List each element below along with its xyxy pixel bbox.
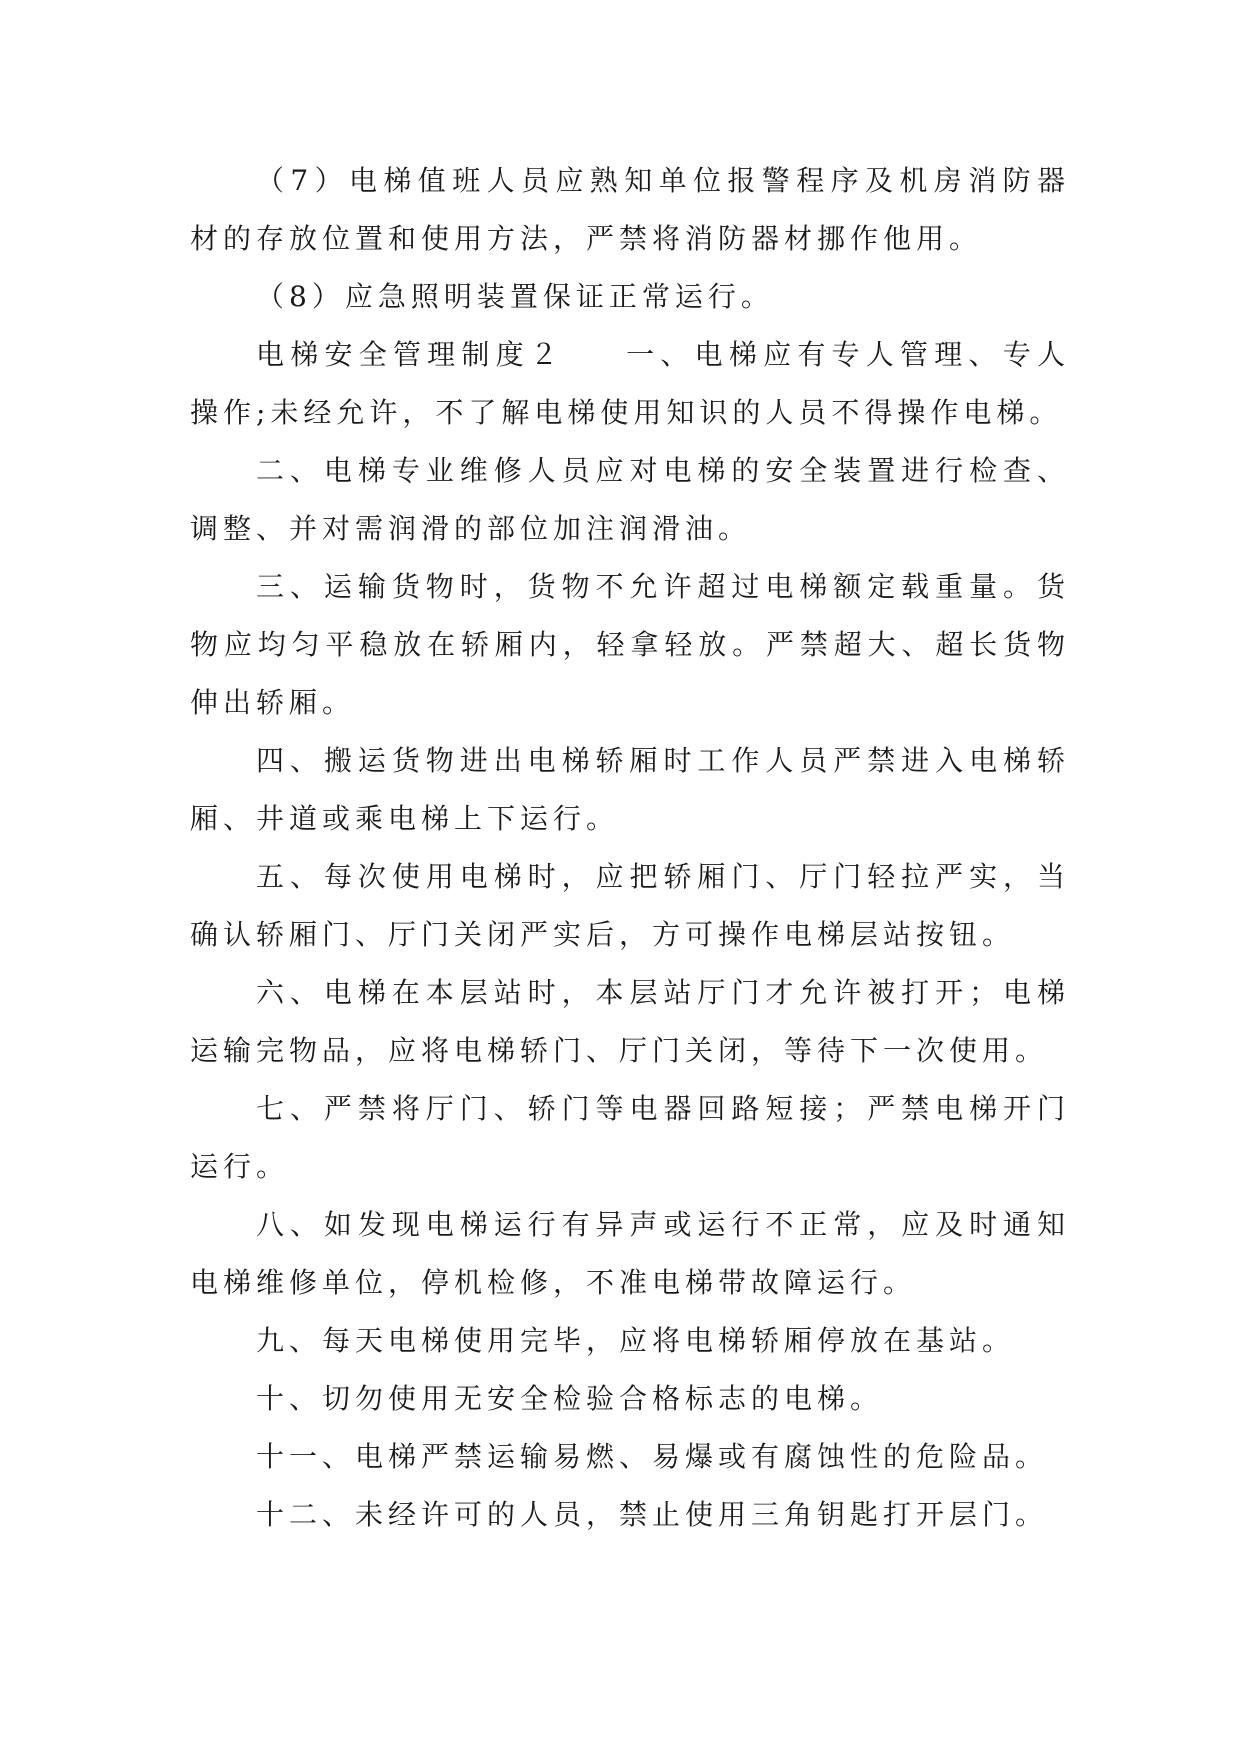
clause-9: 九、每天电梯使用完毕，应将电梯轿厢停放在基站。 <box>256 1324 1016 1357</box>
clause-5: 五、每次使用电梯时，应把轿厢门、厅门轻拉严实，当确认轿厢门、厅门关闭严实后，方可操作电梯层站按钮。 <box>190 860 1070 951</box>
clause-2: 二、电梯专业维修人员应对电梯的安全装置进行检查、调整、并对需润滑的部位加注润滑油。 <box>190 454 1070 545</box>
paragraph-7: （7）电梯值班人员应熟知单位报警程序及机房消防器材的存放位置和使用方法，严禁将消防器材挪作他用。 <box>190 164 1070 255</box>
section-heading: 电梯安全管理制度２ <box>256 338 565 371</box>
clause-1: 一、电梯应有专人管理、专人操作;未经允许，不了解电梯使用知识的人员不得操作电梯。 <box>190 338 1070 429</box>
section-heading-line <box>190 326 1070 442</box>
clause-4: 四、搬运货物进出电梯轿厢时工作人员严禁进入电梯轿厢、井道或乘电梯上下运行。 <box>190 744 1070 835</box>
clause-3: 三、运输货物时，货物不允许超过电梯额定载重量。货物应均匀平稳放在轿厢内，轻拿轻放。严禁超大、超长货物伸出轿厢。 <box>190 570 1070 719</box>
clause-12: 十二、未经许可的人员，禁止使用三角钥匙打开层门。 <box>256 1498 1049 1531</box>
clause-8: 八、如发现电梯运行有异声或运行不正常，应及时通知电梯维修单位，停机检修，不准电梯带故障运行。 <box>190 1208 1070 1299</box>
document-body <box>190 152 1070 1544</box>
clause-6: 六、电梯在本层站时，本层站厅门才允许被打开；电梯运输完物品，应将电梯轿门、厅门关闭，等待下一次使用。 <box>190 976 1070 1067</box>
clause-11: 十一、电梯严禁运输易燃、易爆或有腐蚀性的危险品。 <box>256 1440 1049 1473</box>
paragraph-8: （8）应急照明装置保证正常运行。 <box>256 280 774 313</box>
clause-10: 十、切勿使用无安全检验合格标志的电梯。 <box>256 1382 884 1415</box>
clause-7: 七、严禁将厅门、轿门等电器回路短接；严禁电梯开门运行。 <box>190 1092 1070 1183</box>
